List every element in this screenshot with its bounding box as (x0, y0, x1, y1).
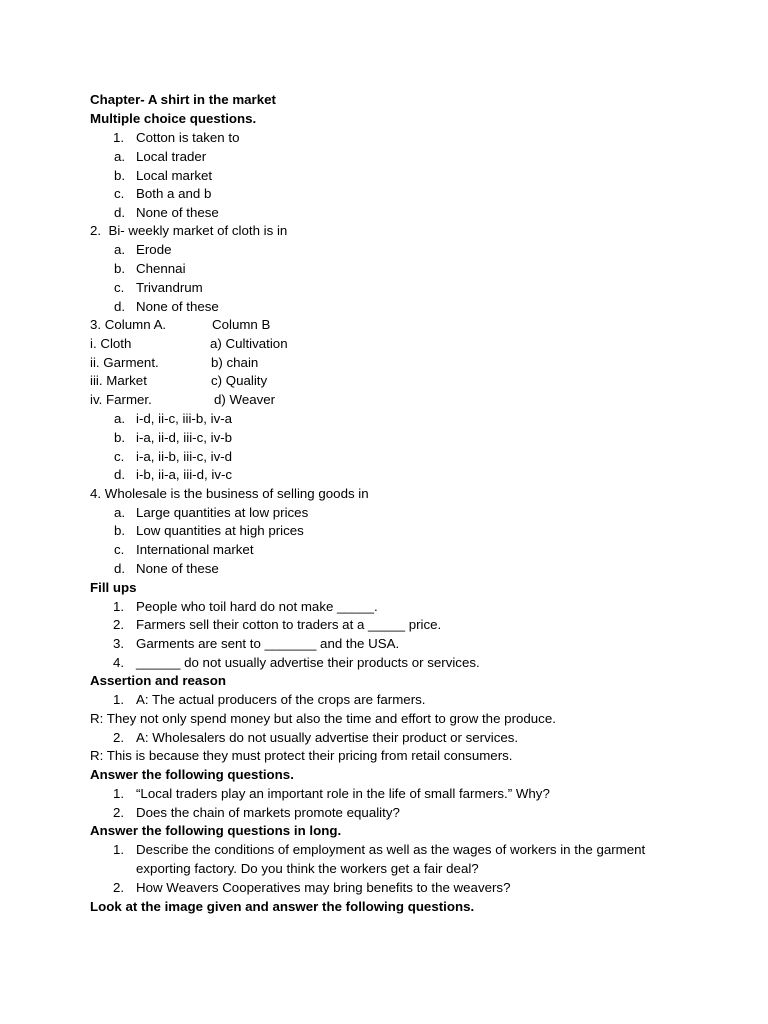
mcq-heading: Multiple choice questions. (90, 111, 257, 126)
question-2 (0, 222, 768, 241)
option-item: d. None of these (114, 205, 219, 220)
assertion-item: 2. A: Wholesalers do not usually advertise their product or services. (113, 730, 519, 745)
reason-item: R: This is because they must protect their pricing from retail consumers. (90, 748, 513, 763)
option-item: c. Both a and b (114, 186, 212, 201)
option-item: a. i-d, ii-c, iii-b, iv-a (114, 411, 233, 426)
option-item: b. i-a, ii-d, iii-c, iv-b (114, 430, 233, 445)
question-text: 4. Wholesale is the business of selling goods in (90, 486, 369, 501)
assertion-heading: Assertion and reason (90, 673, 226, 688)
question-3-header (0, 316, 768, 335)
column-b-header: Column B (212, 317, 271, 332)
image-questions-heading: Look at the image given and answer the following questions. (90, 899, 475, 914)
option-item: c. International market (114, 542, 254, 557)
reason-item: R: They not only spend money but also the time and effort to grow the produce. (90, 711, 556, 726)
option-item: c. Trivandrum (114, 280, 203, 295)
match-row: i. Cloth a) Cultivation (90, 336, 288, 351)
fill-up-item: 2. Farmers sell their cotton to traders at a _____ price. (113, 617, 442, 632)
option-item: b. Chennai (114, 261, 186, 276)
fill-ups-heading: Fill ups (90, 580, 137, 595)
question-1 (0, 129, 768, 148)
option-item: a. Local trader (114, 149, 207, 164)
option-item: a. Large quantities at low prices (114, 505, 309, 520)
answer-long-item: 1. Describe the conditions of employment as well as the wages of workers in the garment (113, 842, 646, 857)
question-text: 2. Bi- weekly market of cloth is in (90, 223, 288, 238)
option-item: c. i-a, ii-b, iii-c, iv-d (114, 449, 233, 464)
question-text: Cotton is taken to (136, 130, 240, 145)
option-item: b. Local market (114, 168, 213, 183)
match-row: iv. Farmer. d) Weaver (90, 392, 276, 407)
match-row: iii. Market c) Quality (90, 373, 268, 388)
column-a-header: 3. Column A. (90, 317, 167, 332)
option-item: d. None of these (114, 299, 219, 314)
option-item: d. None of these (114, 561, 219, 576)
answer-short-heading: Answer the following questions. (90, 767, 294, 782)
question-4 (0, 485, 768, 504)
question-number: 1. (113, 130, 125, 145)
option-item: b. Low quantities at high prices (114, 523, 304, 538)
answer-short-item: 2. Does the chain of markets promote equality? (113, 805, 400, 820)
fill-up-item: 1. People who toil hard do not make _____. (113, 599, 378, 614)
chapter-title: Chapter- A shirt in the market (90, 92, 276, 107)
fill-up-item: 3. Garments are sent to _______ and the USA. (113, 636, 400, 651)
answer-long-item: 2. How Weavers Cooperatives may bring benefits to the weavers? (113, 880, 511, 895)
option-item: a. Erode (114, 242, 172, 257)
answer-short-item: 1. “Local traders play an important role in the life of small farmers.” Why? (113, 786, 550, 801)
match-row: ii. Garment. b) chain (90, 355, 259, 370)
assertion-item: 1. A: The actual producers of the crops are farmers. (113, 692, 426, 707)
answer-long-heading: Answer the following questions in long. (90, 823, 342, 838)
option-item: d. i-b, ii-a, iii-d, iv-c (114, 467, 233, 482)
fill-up-item: 4. ______ do not usually advertise their products or services. (113, 655, 480, 670)
answer-long-item-continued: exporting factory. Do you think the workers get a fair deal? (136, 861, 479, 876)
